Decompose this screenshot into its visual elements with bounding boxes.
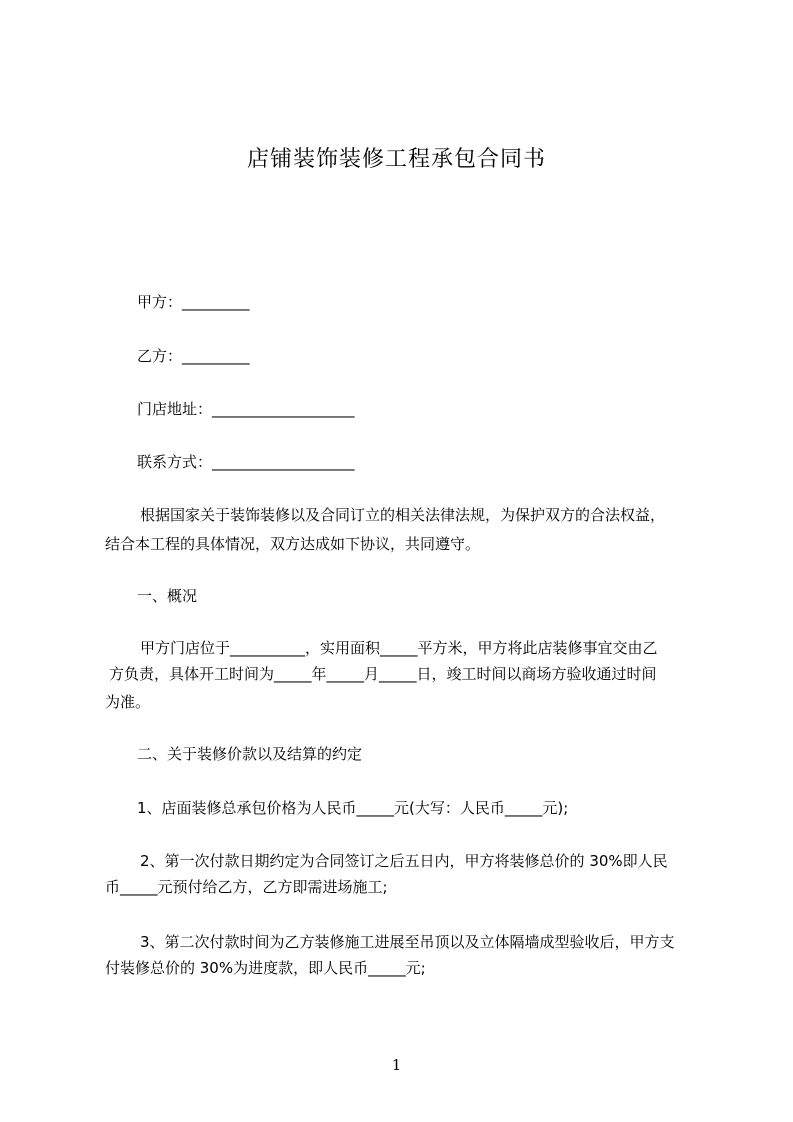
party-b-field: 乙方：_________: [137, 347, 250, 365]
store-address-field: 门店地址：___________________: [137, 400, 355, 418]
section-2-item-3-line-1: 3、第二次付款时间为乙方装修施工进展至吊顶以及立体隔墙成型验收后，甲方支: [140, 933, 675, 951]
contact-field: 联系方式：___________________: [137, 453, 355, 471]
section-1-line-1: 甲方门店位于__________，实用面积_____平方米，甲方将此店装修事宜交由乙: [140, 639, 658, 657]
section-2-item-2-line-2: 币_____元预付给乙方，乙方即需进场施工;: [105, 878, 388, 896]
section-2-heading: 二、关于装修价款以及结算的约定: [137, 745, 363, 763]
section-1-heading: 一、概况: [137, 587, 198, 605]
preamble-line-1: 根据国家关于装饰装修以及合同订立的相关法律法规，为保护双方的合法权益，: [140, 506, 666, 524]
section-2-item-2-line-1: 2、第一次付款日期约定为合同签订之后五日内，甲方将装修总价的 30%即人民: [140, 852, 668, 870]
page-number: 1: [391, 1056, 402, 1074]
section-2-item-3-line-2: 付装修总价的 30%为进度款，即人民币_____元;: [105, 959, 426, 977]
section-1-line-3: 为准。: [105, 693, 151, 711]
document-title: 店铺装饰装修工程承包合同书: [246, 147, 546, 172]
preamble-line-2: 结合本工程的具体情况，双方达成如下协议，共同遵守。: [105, 535, 481, 553]
party-a-field: 甲方：_________: [137, 293, 250, 311]
section-2-item-1: 1、店面装修总承包价格为人民币_____元(大写：人民币_____元);: [137, 799, 569, 817]
section-1-line-2: 方负责，具体开工时间为_____年_____月_____日，竣工时间以商场方验收通过时间: [109, 665, 657, 683]
